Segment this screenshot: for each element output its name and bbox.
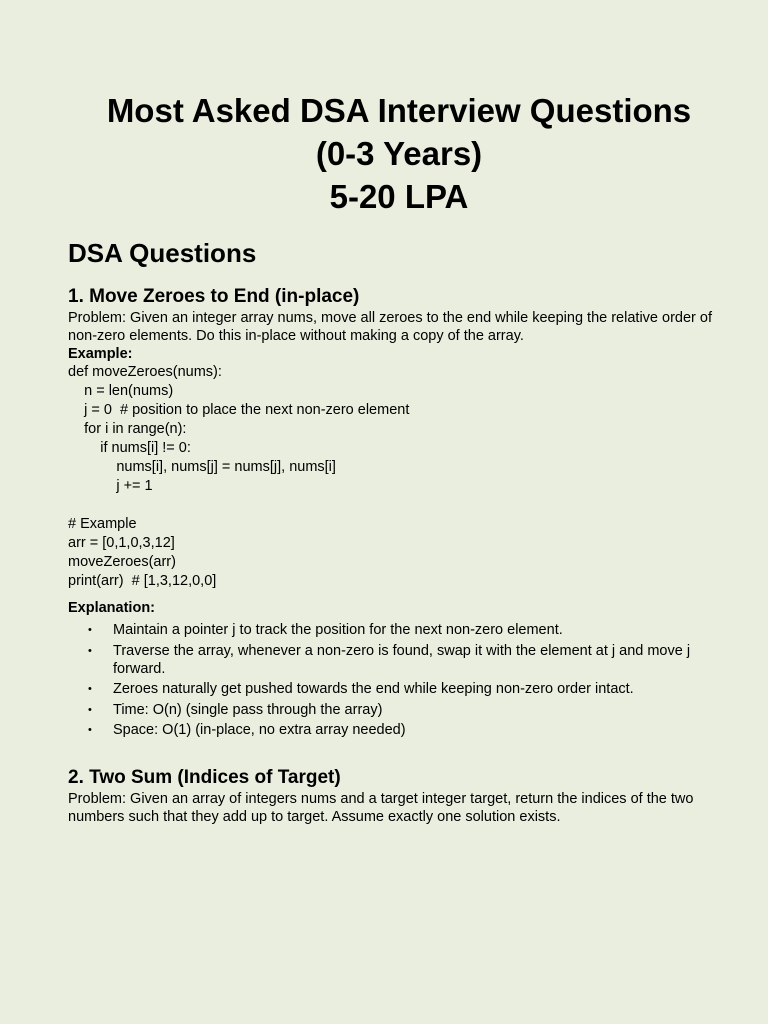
question-1-title: 1. Move Zeroes to End (in-place)	[68, 286, 360, 307]
bullet-icon: •	[88, 703, 92, 716]
code-line: arr = [0,1,0,3,12]	[68, 535, 175, 551]
code-line: print(arr) # [1,3,12,0,0]	[68, 573, 217, 589]
document-title	[0, 0, 768, 218]
question-1-problem: Problem: Given an integer array nums, move all zeroes to the end while keeping the relative order of non-zero elements. Do this in-place without making a copy of the array.	[68, 310, 712, 344]
section-heading: DSA Questions	[68, 238, 257, 268]
list-item-text: Maintain a pointer j to track the position for the next non-zero element.	[113, 622, 563, 638]
code-line: j = 0 # position to place the next non-zero element	[68, 402, 410, 418]
bullet-icon: •	[88, 644, 92, 657]
explanation-label: Explanation:	[68, 600, 156, 616]
code-line: def moveZeroes(nums):	[68, 364, 222, 380]
bullet-icon: •	[88, 683, 92, 695]
code-line: nums[i], nums[j] = nums[j], nums[i]	[68, 459, 336, 475]
example-label: Example:	[68, 346, 133, 362]
list-item	[68, 680, 730, 698]
list-item	[68, 701, 730, 719]
title-line-1: Most Asked DSA Interview Questions	[106, 92, 692, 129]
code-block	[68, 363, 730, 591]
question-2-title: 2. Two Sum (Indices of Target)	[68, 767, 341, 788]
code-line: j += 1	[68, 478, 153, 494]
explanation-list	[68, 621, 730, 739]
code-line: # Example	[68, 516, 137, 532]
code-line: if nums[i] != 0:	[68, 440, 191, 456]
list-item-text: Time: O(n) (single pass through the array)	[113, 701, 383, 718]
title-line-3: 5-20 LPA	[329, 178, 469, 215]
question-2-problem: Problem: Given an array of integers nums and a target integer target, return the indices of the two numbers such that they add up to target. Assume exactly one solution exists.	[68, 791, 694, 825]
code-line: for i in range(n):	[68, 421, 187, 437]
list-item-text: Space: O(1) (in-place, no extra array needed)	[113, 722, 406, 738]
list-item-text: Zeroes naturally get pushed towards the end while keeping non-zero order intact.	[113, 681, 634, 697]
list-item-text: Traverse the array, whenever a non-zero is found, swap it with the element at j and move j forward.	[113, 642, 691, 677]
list-item	[68, 642, 730, 678]
code-line: moveZeroes(arr)	[68, 554, 176, 570]
list-item	[68, 621, 730, 639]
list-item	[68, 721, 730, 739]
code-line: n = len(nums)	[68, 383, 174, 399]
bullet-icon: •	[88, 724, 92, 736]
bullet-icon: •	[88, 624, 92, 636]
code-line-blank	[68, 496, 730, 515]
title-line-2: (0-3 Years)	[315, 135, 483, 172]
